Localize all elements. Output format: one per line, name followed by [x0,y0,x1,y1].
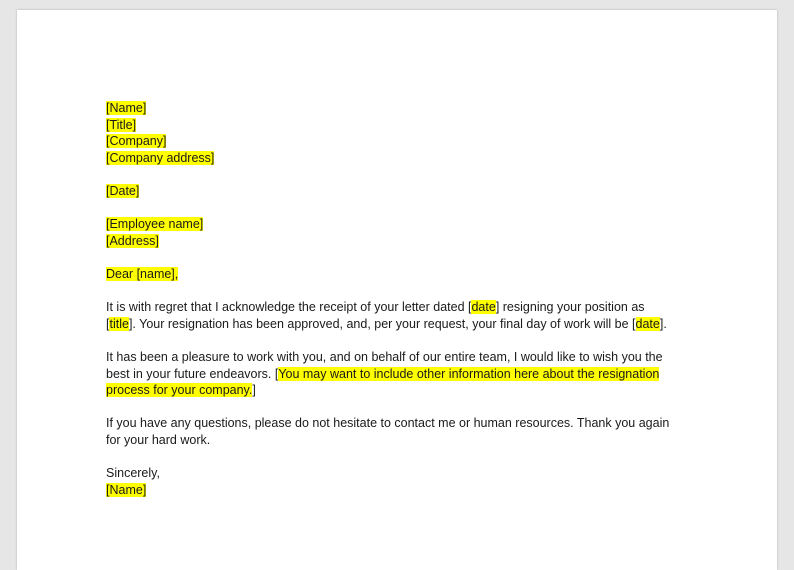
paragraph1-line2 [106,316,706,333]
sender-name-line [106,100,706,117]
p1-title-placeholder: title [109,316,129,331]
p1-text2-tail: ]. [659,316,667,331]
sender-title-line [106,117,706,134]
p2-text: It has been a pleasure to work with you, and on behalf of our entire team, I would like to wish you the [106,349,663,364]
p2-text2: best in your future endeavors. [ [106,366,279,381]
spacer [106,399,706,416]
salutation: Dear [name], [106,266,179,281]
paragraph1-line1 [106,299,706,316]
p2-instruction-highlight-cont: process for your company. [106,383,253,398]
date-line [106,183,706,200]
recipient-address: [Address] [106,233,159,248]
letter-date: [Date] [106,183,140,198]
signature-line [106,482,706,499]
sender-address-line [106,150,706,167]
document-page [17,10,777,570]
spacer [106,200,706,217]
recipient-address-line [106,233,706,250]
sender-company-address: [Company address] [106,150,215,165]
recipient-name: [Employee name] [106,217,204,232]
spacer [106,166,706,183]
paragraph2-line2 [106,366,706,383]
p3-text: If you have any questions, please do not hesitate to contact me or human resources. Thank you again [106,416,670,431]
closing-line [106,465,706,482]
spacer [106,283,706,300]
spacer [106,249,706,266]
signature-name: [Name] [106,482,147,497]
sender-name: [Name] [106,101,147,115]
p1-open-bracket: [ [106,316,110,331]
p1-final-date-placeholder: date [635,316,660,331]
paragraph2-line1 [106,349,706,366]
sender-title: [Title] [106,117,137,132]
spacer [106,448,706,465]
paragraph2-line3 [106,382,706,399]
p1-text: It is with regret that I acknowledge the receipt of your letter dated [ [106,300,472,315]
recipient-name-line [106,216,706,233]
p1-date-placeholder: date [471,300,496,315]
sender-company: [Company] [106,134,167,149]
p1-text-tail: ] resigning your position as [495,300,645,315]
spacer [106,332,706,349]
sender-company-line [106,133,706,150]
paragraph3-line2 [106,432,706,449]
p3-text2: for your hard work. [106,432,211,447]
paragraph3-line1 [106,415,706,432]
p2-close-bracket: ] [252,383,256,398]
p2-instruction-highlight: You may want to include other information here about the resignation [278,366,660,381]
salutation-line [106,266,706,283]
letter-body[interactable] [106,100,706,498]
p1-text2: ]. Your resignation has been approved, and, per your request, your final day of work will be [ [128,316,636,331]
closing: Sincerely, [106,466,160,481]
